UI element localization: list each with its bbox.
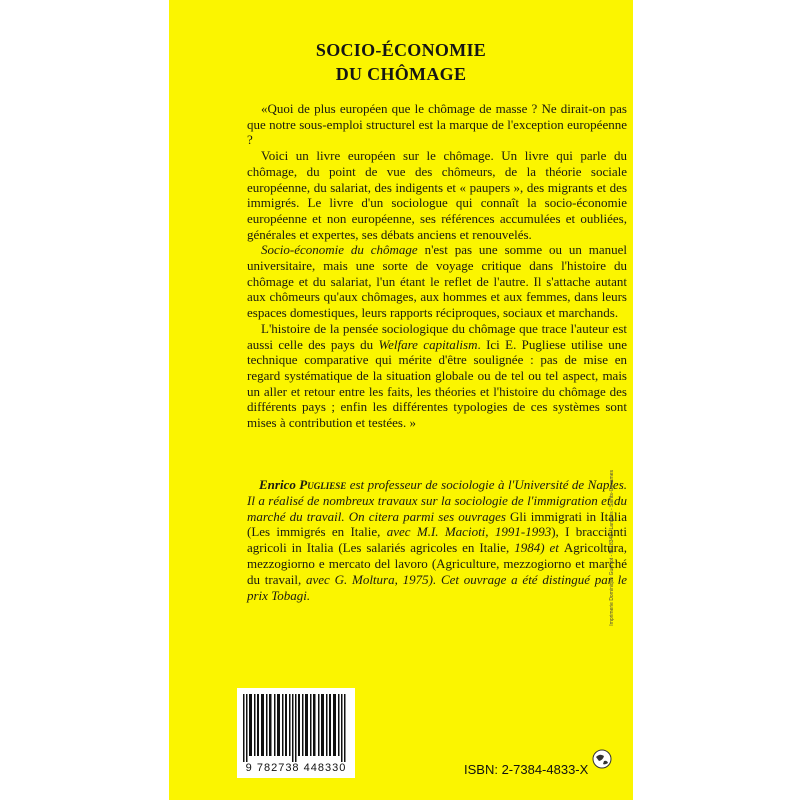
author-work-3: Agricoltura, mezzogiorno e mercato del lavoro (Agriculture, mezzogiorno et marché du travail, [247, 540, 628, 587]
book-back-cover [169, 0, 633, 800]
book-title-italic: Socio-économie du chômage [261, 242, 418, 258]
isbn: ISBN: 2-7384-4833-X [464, 762, 589, 777]
barcode-digits: 9 782738 448330 [245, 762, 347, 774]
blurb-paragraph-4-a: L'histoire de la pensée sociologique du chômage que trace l'auteur est aussi celle des pays du [247, 320, 627, 352]
welfare-capitalism-italic: Welfare capitalism [378, 336, 478, 352]
author-bio-text-3: 1984) et [514, 540, 564, 556]
blurb-paragraph-3-text: n'est pas une somme ou un manuel universitaire, mais une sorte de voyage critique dans l'histoire du chômage et du salariat, l'un étant le reflet de l'autre. Il s'attache autant aux chômeurs qu'aux chômages, aux hommes et aux femmes, dans leurs espaces domestiques, leurs rapports réciproques, sociaux et marchands. [247, 242, 628, 321]
barcode-bars [243, 694, 349, 762]
blurb-paragraph-1: «Quoi de plus européen que le chômage de masse ? Ne dirait-on pas que notre sous-emploi structurel est la marque de l'exception européenne ? [247, 101, 627, 148]
printer-note: Imprimerie Dominique Guéniot - N°18348 - Langres - Saints-Geosmes [609, 470, 615, 626]
author-bio-text-4: avec G. Moltura, 1975). Cet ouvrage a été distingué par le prix Tobagi. [247, 571, 627, 603]
author-bio-text-1: est professeur de sociologie à l'Université de Naples. Il a réalisé de nombreux travaux sur la sociologie de l'immigration et du marché du travail. On citera parmi ses ouvrages [247, 477, 628, 524]
book-title [169, 38, 633, 86]
blurb-paragraph-4-b: . Ici E. Pugliese utilise une technique comparative qui mérite d'être soulignée : pas de mise en regard systématique de la situation globale ou de tel ou tel aspect, mais un aller et retour entre les faits, les théories et l'histoire du chômage des différents pays ; enfin les différentes typologies de ces systèmes sont mises à contribution et testées. » [247, 336, 627, 431]
author-bio [247, 477, 627, 603]
blurb-paragraph-2: Voici un livre européen sur le chômage. Un livre qui parle du chômage, du point de vue des chômeurs, de la théorie sociale européenne, du salariat, des indigents et « paupers », des migrants et des immigrés. Le livre d'un sociologue qui connaît la socio-économie européenne et non européenne, ses références accumulées et oubliées, générales et expertes, ses débats anciens et renouvelés. [247, 148, 627, 242]
author-last-name: Pugliese [299, 477, 347, 492]
author-bio-paragraph [247, 477, 627, 603]
blurb-paragraph-3 [247, 242, 627, 321]
author-bio-text-2: avec M.I. Macioti, 1991-1993 [386, 524, 552, 540]
blurb [247, 101, 627, 431]
author-work-1: Gli immigrati in Italia (Les immigrés en Italie, [247, 508, 627, 540]
barcode [237, 688, 355, 778]
author-first-name: Enrico [259, 477, 300, 492]
blurb-paragraph-4 [247, 321, 627, 431]
title-line-2: DU CHÔMAGE [335, 64, 467, 84]
author-work-2: ), I braccianti agricoli in Italia (Les salariés agricoles en Italie, [247, 524, 628, 556]
title-line-1: SOCIO-ÉCONOMIE [315, 40, 487, 60]
